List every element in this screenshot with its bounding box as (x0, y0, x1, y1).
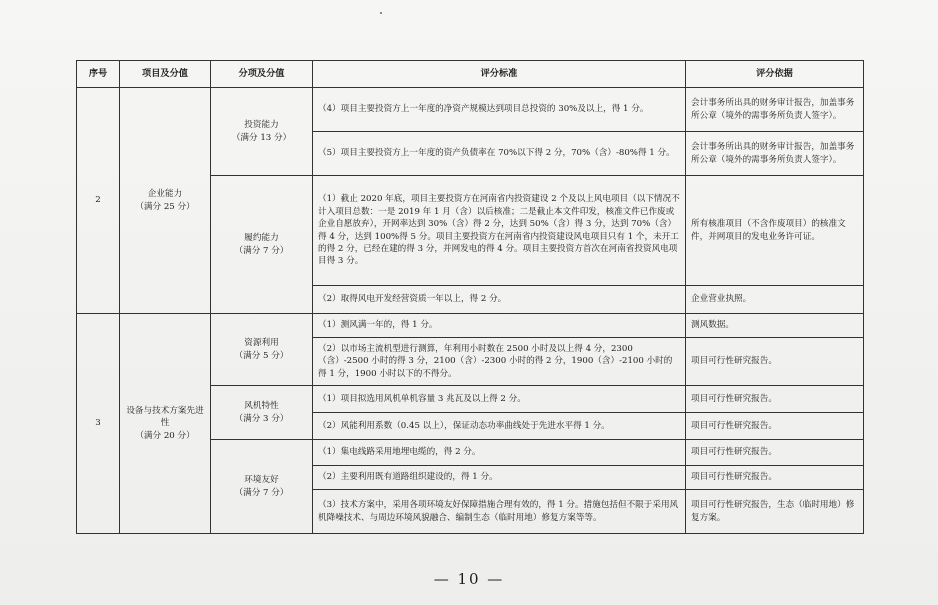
row-no: 2 (77, 88, 120, 314)
item-cell (120, 88, 211, 314)
criteria-cell: （4）项目主要投资方上一年度的净资产规模达到项目总投资的 30%及以上，得 1 分。 (313, 88, 686, 132)
basis-cell: 所有核准项目（不含作废项目）的核准文件，并网项目的发电业务许可证。 (686, 176, 864, 286)
subitem-score: （满分 5 分） (234, 350, 289, 361)
subitem-cell (211, 314, 313, 386)
scoring-table (76, 60, 864, 534)
criteria-cell: （3）技术方案中，采用各项环境友好保障措施合理有效的，得 1 分。措施包括但不限于采用风机降噪技术、与周边环境风貌融合、编制生态（临时用地）修复方案等等。 (313, 490, 686, 534)
subitem-score: （满分 7 分） (234, 487, 289, 498)
item-name: 企业能力 (147, 189, 183, 200)
criteria-cell: （1）项目拟选用风机单机容量 3 兆瓦及以上得 2 分。 (313, 386, 686, 413)
subitem-name: 环境友好 (244, 475, 279, 486)
criteria-cell: （2）主要利用既有道路组织建设的，得 1 分。 (313, 466, 686, 490)
subitem-cell (211, 440, 313, 534)
scan-speck (380, 12, 382, 14)
subitem-cell (211, 386, 313, 440)
table-row (77, 88, 864, 132)
criteria-cell: （2）风能利用系数（0.45 以上），保证动态功率曲线处于先进水平得 1 分。 (313, 413, 686, 440)
criteria-cell: （2）以市场主流机型进行测算，年利用小时数在 2500 小时及以上得 4 分，2300（含）-2500 小时的得 3 分，2100（含）-2300 小时的得 2 分，1900（含）-2100 小时的得 1 分，1900 小时以下的不得分。 (313, 338, 686, 386)
item-cell (120, 314, 211, 534)
subitem-score: （满分 3 分） (234, 413, 289, 424)
basis-cell: 项目可行性研究报告。 (686, 338, 864, 386)
basis-cell: 项目可行性研究报告。 (686, 386, 864, 413)
criteria-cell: （2）取得风电开发经营资质一年以上，得 2 分。 (313, 286, 686, 314)
table-header-row (77, 61, 864, 88)
header-item: 项目及分值 (120, 61, 211, 88)
table-row (77, 314, 864, 338)
header-criteria: 评分标准 (313, 61, 686, 88)
basis-cell: 项目可行性研究报告。 (686, 440, 864, 466)
subitem-name: 投资能力 (244, 120, 279, 131)
header-no: 序号 (77, 61, 120, 88)
criteria-cell: （1）截止 2020 年底，项目主要投资方在河南省内投资建设 2 个及以上风电项目（以下情况不计入项目总数：一是 2019 年 1 月（含）以后核准；二是截止本文件印发，核准文件已作废或企业自愿放弃），开网率达到 30%（含）得 2 分，达到 50%（含）得 3 分，达到 70%（含）得 4 分，达到 100%得 5 分。项目主要投资方在河南省内投资建设风电项目只有 1 个，未开工的得 2 分，已经在建的得 3 分，并网发电的得 4 分。项目主要投资方首次在河南省投资风电项目得 3 分。 (313, 176, 686, 286)
item-score: （满分 25 分） (135, 201, 195, 212)
subitem-name: 风机特性 (244, 401, 279, 412)
basis-cell: 测风数据。 (686, 314, 864, 338)
header-subitem: 分项及分值 (211, 61, 313, 88)
basis-cell: 企业营业执照。 (686, 286, 864, 314)
subitem-score: （满分 7 分） (234, 245, 289, 256)
subitem-score: （满分 13 分） (231, 132, 292, 143)
item-score: （满分 20 分） (135, 430, 195, 441)
page-number: — 10 — (433, 570, 505, 588)
header-basis: 评分依据 (686, 61, 864, 88)
basis-cell: 会计事务所出具的财务审计报告，加盖事务所公章（境外的需事务所负责人签字）。 (686, 132, 864, 176)
subitem-name: 履约能力 (244, 233, 279, 244)
basis-cell: 项目可行性研究报告。 (686, 413, 864, 440)
basis-cell: 项目可行性研究报告。 (686, 466, 864, 490)
basis-cell: 会计事务所出具的财务审计报告，加盖事务所公章（境外的需事务所负责人签字）。 (686, 88, 864, 132)
subitem-name: 资源利用 (244, 338, 279, 349)
subitem-cell (211, 176, 313, 314)
subitem-cell (211, 88, 313, 176)
criteria-cell: （5）项目主要投资方上一年度的资产负债率在 70%以下得 2 分，70%（含）-80%得 1 分。 (313, 132, 686, 176)
criteria-cell: （1）测风满一年的，得 1 分。 (313, 314, 686, 338)
item-name: 设备与技术方案先进性 (126, 405, 204, 429)
basis-cell: 项目可行性研究报告，生态（临时用地）修复方案。 (686, 490, 864, 534)
row-no: 3 (77, 314, 120, 534)
criteria-cell: （1）集电线路采用地埋电缆的，得 2 分。 (313, 440, 686, 466)
